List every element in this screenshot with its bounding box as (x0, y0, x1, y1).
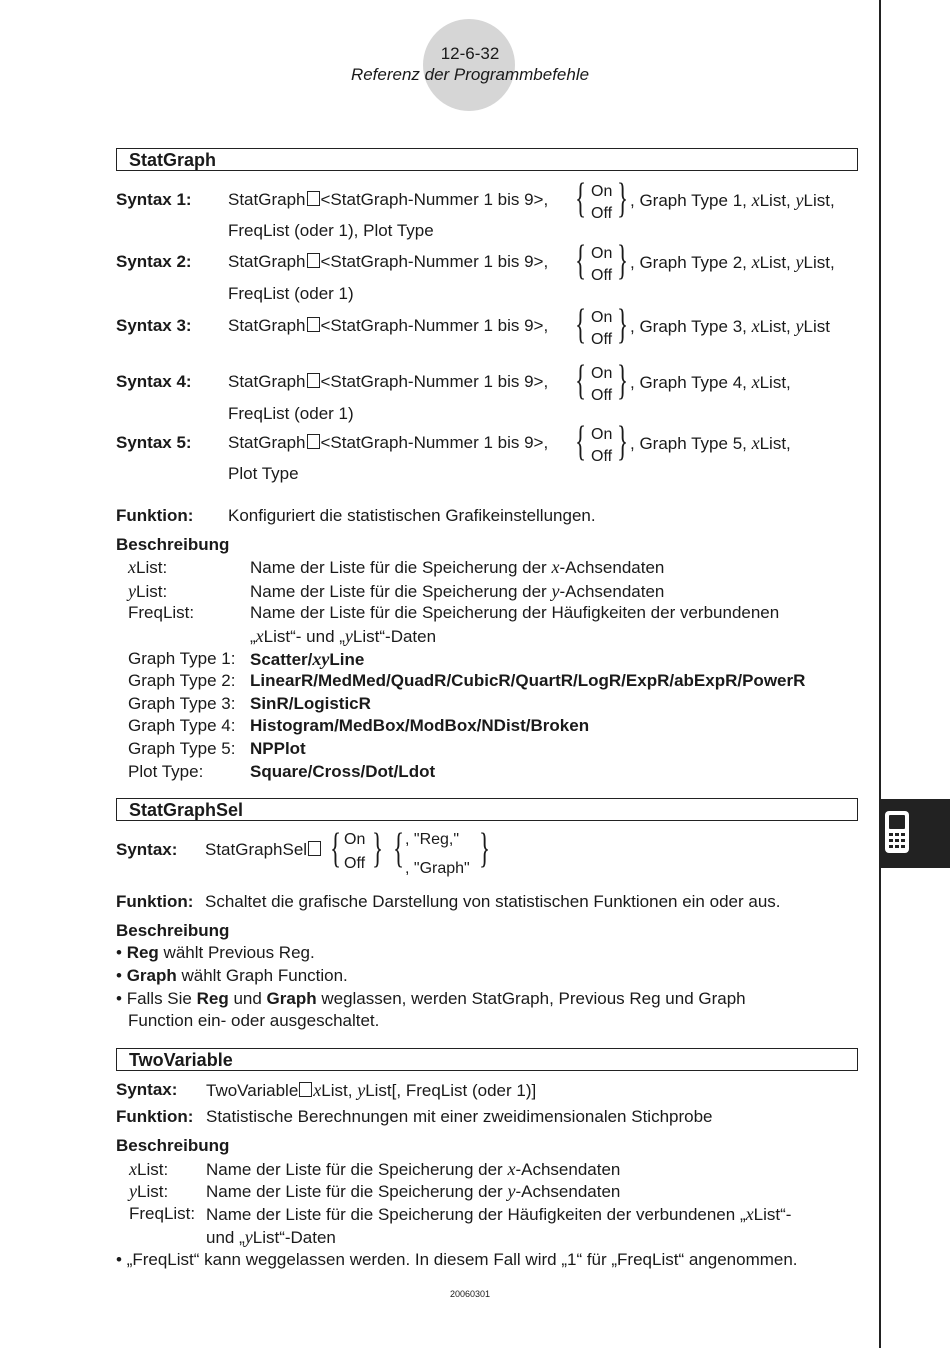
xlist-desc: Name der Liste für die Speicherung der x-Achsendaten (206, 1159, 621, 1179)
syntax-label: Syntax 2: (116, 252, 192, 271)
xlist-desc: Name der Liste für die Speicherung der x-Achsendaten (250, 557, 665, 577)
syntax-line: StatGraph <StatGraph-Nummer 1 bis 9>, (228, 252, 549, 271)
bullet-item: • Graph wählt Graph Function. (116, 966, 348, 985)
syntax-label: Syntax 1: (116, 190, 192, 209)
function-label: Funktion: (116, 1107, 194, 1126)
graph-type-4-term: Graph Type 4: (128, 716, 236, 735)
ylist-term: yList: (129, 1181, 169, 1201)
description-heading: Beschreibung (116, 921, 230, 940)
on-option: On (344, 831, 366, 848)
section-title-twovariable: TwoVariable (116, 1048, 858, 1071)
freqlist-desc-line2: „xList“- und „yList“-Daten (250, 626, 437, 646)
syntax-label: Syntax: (116, 840, 178, 859)
brace-right: } (617, 238, 629, 284)
syntax-line: StatGraph <StatGraph-Nummer 1 bis 9>, (228, 372, 549, 391)
off-option: Off (591, 331, 613, 348)
reg-option: , "Reg," (405, 831, 460, 848)
syntax-line: StatGraph <StatGraph-Nummer 1 bis 9>, (228, 190, 549, 209)
ylist-desc: Name der Liste für die Speicherung der y-Achsendaten (250, 581, 665, 601)
syntax-label: Syntax 5: (116, 433, 192, 452)
brace-left: { (330, 826, 342, 872)
syntax-tail: , Graph Type 5, xList, (630, 433, 791, 453)
syntax-line2: FreqList (oder 1) (228, 284, 354, 303)
plot-type-values: Square/Cross/Dot/Ldot (250, 762, 436, 781)
syntax-line: StatGraphSel (205, 840, 322, 860)
freqlist-term: FreqList: (128, 603, 195, 622)
syntax-line: StatGraph <StatGraph-Nummer 1 bis 9>, (228, 433, 549, 452)
ylist-desc: Name der Liste für die Speicherung der y-Achsendaten (206, 1181, 621, 1201)
function-text: Schaltet die grafische Darstellung von statistischen Funktionen ein oder aus. (205, 892, 781, 911)
bullet-item: • Falls Sie Reg und Graph weglassen, werden StatGraph, Previous Reg und Graph (116, 989, 746, 1008)
on-option: On (591, 245, 613, 262)
brace-right: } (372, 826, 384, 872)
bullet-item: • Reg wählt Previous Reg. (116, 943, 315, 962)
syntax-tail: , Graph Type 2, xList, yList, (630, 252, 835, 272)
syntax-line: StatGraph <StatGraph-Nummer 1 bis 9>, (228, 316, 549, 335)
off-option: Off (591, 267, 613, 284)
xlist-term: xList: (128, 557, 168, 577)
description-heading: Beschreibung (116, 535, 230, 554)
off-option: Off (591, 387, 613, 404)
syntax-line2: FreqList (oder 1), Plot Type (228, 221, 434, 240)
function-text: Konfiguriert die statistischen Grafikeinstellungen. (228, 506, 596, 525)
syntax-label: Syntax 4: (116, 372, 192, 391)
page-number: 12-6-32 (440, 44, 500, 63)
freqlist-desc: Name der Liste für die Speicherung der Häufigkeiten der verbundenen (250, 603, 780, 622)
function-label: Funktion: (116, 506, 194, 525)
off-option: Off (344, 855, 366, 872)
page-subtitle: Referenz der Programmbefehle (350, 65, 590, 84)
syntax-label: Syntax 3: (116, 316, 192, 335)
graph-type-2-values: LinearR/MedMed/QuadR/CubicR/QuartR/LogR/ExpR/abExpR/PowerR (250, 671, 806, 690)
syntax-tail: , Graph Type 4, xList, (630, 372, 791, 392)
graph-type-5-term: Graph Type 5: (128, 739, 236, 758)
graph-type-5-values: NPPlot (250, 739, 306, 758)
brace-left: { (575, 302, 587, 348)
syntax-line2: Plot Type (228, 464, 299, 483)
on-option: On (591, 365, 613, 382)
description-heading: Beschreibung (116, 1136, 230, 1155)
brace-right: } (617, 358, 629, 404)
graph-type-2-term: Graph Type 2: (128, 671, 236, 690)
calculator-tab (881, 799, 950, 868)
freqlist-desc-line2: und „yList“-Daten (206, 1227, 336, 1247)
syntax-tail: , Graph Type 1, xList, yList, (630, 190, 835, 210)
graph-type-1-values: Scatter/xyLine (250, 649, 365, 669)
brace-right: } (617, 419, 629, 465)
section-title-statgraphsel: StatGraphSel (116, 798, 858, 821)
brace-left: { (575, 358, 587, 404)
graph-type-1-term: Graph Type 1: (128, 649, 236, 668)
syntax-line2: FreqList (oder 1) (228, 404, 354, 423)
syntax-label: Syntax: (116, 1080, 178, 1099)
note-bullet: • „FreqList“ kann weggelassen werden. In diesem Fall wird „1“ für „FreqList“ angenommen. (116, 1250, 798, 1269)
calculator-icon (881, 799, 950, 868)
graph-type-4-values: Histogram/MedBox/ModBox/NDist/Broken (250, 716, 590, 735)
brace-right-2: } (479, 826, 491, 872)
brace-right: } (617, 302, 629, 348)
plot-type-term: Plot Type: (128, 762, 204, 781)
off-option: Off (591, 448, 613, 465)
ylist-term: yList: (128, 581, 168, 601)
syntax-line: TwoVariable xList, yList[, FreqList (oder 1)] (206, 1080, 537, 1100)
graph-type-3-values: SinR/LogisticR (250, 694, 371, 713)
section-title-statgraph: StatGraph (116, 148, 858, 171)
brace-left: { (575, 176, 587, 222)
xlist-term: xList: (129, 1159, 169, 1179)
right-margin-rule (879, 0, 881, 1348)
on-option: On (591, 309, 613, 326)
function-text: Statistische Berechnungen mit einer zweidimensionalen Stichprobe (206, 1107, 713, 1126)
function-label: Funktion: (116, 892, 194, 911)
brace-left: { (575, 419, 587, 465)
brace-right: } (617, 176, 629, 222)
brace-left-2: { (393, 826, 405, 872)
off-option: Off (591, 205, 613, 222)
on-option: On (591, 183, 613, 200)
syntax-tail: , Graph Type 3, xList, yList (630, 316, 830, 336)
graph-option: , "Graph" (405, 860, 470, 877)
footer-code: 20060301 (449, 1289, 491, 1299)
freqlist-desc: Name der Liste für die Speicherung der Häufigkeiten der verbundenen „xList“- (206, 1204, 792, 1224)
freqlist-term: FreqList: (129, 1204, 196, 1223)
brace-left: { (575, 238, 587, 284)
bullet-item-line2: Function ein- oder ausgeschaltet. (128, 1011, 380, 1030)
on-option: On (591, 426, 613, 443)
graph-type-3-term: Graph Type 3: (128, 694, 236, 713)
